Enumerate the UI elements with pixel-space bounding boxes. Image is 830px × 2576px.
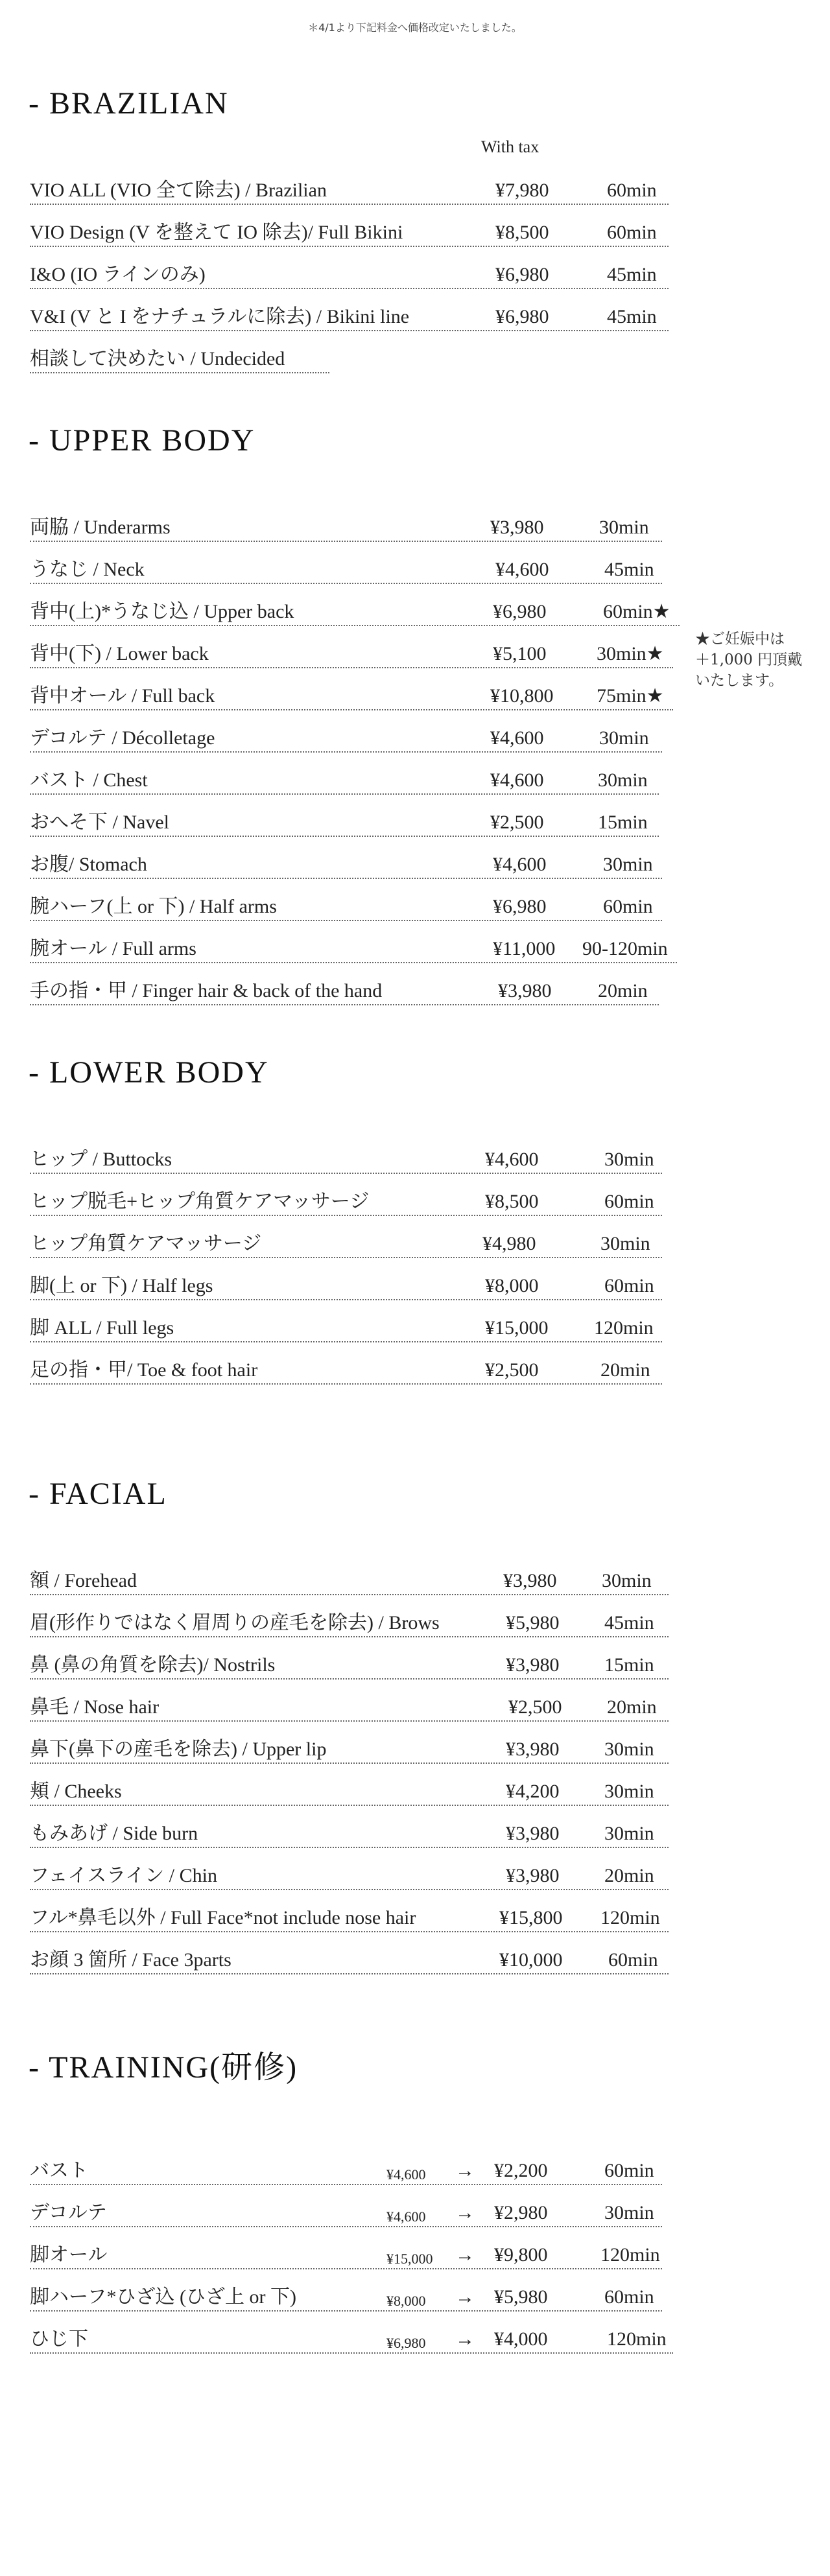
item-time: 60min [604,1191,654,1212]
item-price: ¥6,980 [493,601,547,622]
item-name: ヒップ脱毛+ヒップ角質ケアマッサージ [30,1191,370,1212]
item-name: VIO ALL (VIO 全て除去) / Brazilian [30,180,327,201]
item-time: 30min [604,2202,654,2223]
item-name: V&I (V と I をナチュラルに除去) / Bikini line [30,306,410,327]
item-price: ¥2,500 [485,1359,539,1381]
item-name: 脚ハーフ*ひざ込 (ひざ上 or 下) [30,2286,296,2308]
item-time: 20min [607,1696,657,1718]
item-name: ヒップ / Buttocks [30,1149,172,1170]
arrow-icon: → [455,2202,475,2223]
item-time: 120min [600,2244,660,2266]
section-title-lower-body: - LOWER BODY [29,1055,269,1090]
original-price: ¥15,000 [386,2251,433,2267]
item-time: 20min [604,1865,654,1886]
menu-row [30,1863,669,1890]
menu-row [30,1357,662,1385]
arrow-icon: → [455,2286,475,2308]
menu-row [30,936,677,963]
item-time: 90-120min [582,938,668,959]
menu-row [30,178,669,205]
item-time: 120min [600,1907,660,1928]
item-price: ¥8,500 [495,222,549,243]
with-tax-label: With tax [481,137,540,156]
note-line: ★ご妊娠中は [695,631,785,648]
item-time: 20min [600,1359,650,1381]
item-name: ひじ下 [30,2328,88,2350]
menu-row [30,1231,662,1258]
item-price: ¥4,200 [506,1781,560,1802]
menu-row [30,2242,662,2269]
item-price: ¥11,000 [493,938,556,959]
section-title-training: - TRAINING(研修) [29,2050,298,2085]
menu-row [30,725,662,753]
item-price: ¥2,500 [490,812,544,833]
item-time: 30min [599,517,649,538]
item-name: 眉(形作りではなく眉周りの産毛を除去) / Brows [30,1612,440,1633]
menu-row [30,599,680,626]
arrow-icon: → [455,2244,475,2266]
menu-row [30,1189,662,1216]
menu-row [30,2284,662,2312]
item-time: 60min★ [603,601,670,622]
item-price: ¥8,000 [485,1275,539,1296]
menu-row [30,1273,662,1300]
item-name: 鼻 (鼻の角質を除去)/ Nostrils [30,1654,276,1676]
menu-row [30,810,659,837]
item-time: 45min [604,559,654,580]
menu-row [30,515,662,542]
item-price: ¥5,980 [494,2286,548,2308]
item-price: ¥7,980 [495,180,549,201]
item-name: フル*鼻毛以外 / Full Face*not include nose hair [30,1907,416,1928]
item-price: ¥6,980 [493,896,547,917]
item-time: 30min [604,1739,654,1760]
item-name: 頬 / Cheeks [30,1781,122,1802]
menu-row [30,346,329,373]
item-time: 30min★ [597,643,664,664]
item-time: 45min [604,1612,654,1633]
item-name: 背中(上)*うなじ込 / Upper back [30,601,294,622]
menu-row [30,1147,662,1174]
item-price: ¥4,600 [490,769,544,791]
item-name: もみあげ / Side burn [30,1823,198,1844]
item-time: 30min [604,1781,654,1802]
item-name: ヒップ角質ケアマッサージ [30,1233,262,1254]
original-price: ¥6,980 [386,2335,426,2351]
item-name: 背中(下) / Lower back [30,643,209,664]
item-time: 60min [608,1949,658,1971]
menu-row [30,2326,673,2354]
price-notice: ＊4/1より下記料金へ価格改定いたしました。 [308,21,522,34]
item-price: ¥3,980 [506,1654,560,1676]
item-price: ¥4,980 [482,1233,536,1254]
menu-row [30,1779,669,1806]
menu-row [30,978,659,1005]
menu-row [30,1737,669,1764]
original-price: ¥8,000 [386,2293,426,2309]
menu-row [30,1568,669,1595]
original-price: ¥4,600 [386,2166,426,2183]
item-name: 額 / Forehead [30,1570,137,1591]
item-name: 相談して決めたい / Undecided [30,348,285,369]
item-price: ¥5,100 [493,643,547,664]
item-time: 75min★ [597,685,664,707]
item-time: 30min [604,1823,654,1844]
item-price: ¥9,800 [494,2244,548,2266]
section-title-brazilian: - BRAZILIAN [29,86,229,121]
item-time: 30min [602,1570,652,1591]
item-price: ¥4,600 [485,1149,539,1170]
item-name: 手の指・甲 / Finger hair & back of the hand [30,980,383,1001]
item-name: 腕ハーフ(上 or 下) / Half arms [30,896,277,917]
menu-row [30,1821,669,1848]
item-time: 20min [598,980,648,1001]
item-name: 鼻毛 / Nose hair [30,1696,160,1718]
pregnancy-note [695,629,825,691]
item-time: 30min [599,727,649,749]
item-name: 足の指・甲/ Toe & foot hair [30,1359,258,1381]
item-time: 45min [607,306,657,327]
item-name: お顔 3 箇所 / Face 3parts [30,1949,231,1971]
item-name: 脚(上 or 下) / Half legs [30,1275,213,1296]
item-price: ¥2,200 [494,2160,548,2181]
item-time: 60min [604,2286,654,2308]
item-name: バスト [30,2160,88,2181]
note-line: ＋1,000 円頂戴 [695,651,803,668]
item-price: ¥3,980 [506,1739,560,1760]
menu-row [30,683,673,710]
item-time: 15min [598,812,648,833]
item-name: おへそ下 / Navel [30,812,169,833]
item-price: ¥3,980 [503,1570,557,1591]
item-time: 60min [607,222,657,243]
item-price: ¥6,980 [495,306,549,327]
item-time: 60min [607,180,657,201]
menu-row [30,1947,669,1974]
item-name: 腕オール / Full arms [30,938,196,959]
section-title-upper-body: - UPPER BODY [29,423,255,458]
menu-row [30,1694,669,1722]
item-name: I&O (IO ラインのみ) [30,264,206,285]
item-price: ¥3,980 [506,1823,560,1844]
item-time: 120min [607,2328,667,2350]
item-time: 30min [604,1149,654,1170]
item-name: 脚オール [30,2244,108,2266]
item-name: 両脇 / Underarms [30,517,171,538]
item-time: 45min [607,264,657,285]
arrow-icon: → [455,2160,475,2181]
arrow-icon: → [455,2328,475,2350]
item-name: デコルテ / Décolletage [30,727,215,749]
item-name: 背中オール / Full back [30,685,215,707]
item-price: ¥4,600 [493,854,547,875]
menu-row [30,2200,662,2227]
menu-row [30,1652,669,1680]
menu-row [30,894,662,921]
item-price: ¥4,600 [495,559,549,580]
menu-row [30,852,662,879]
note-line: いたします。 [695,672,784,689]
item-time: 60min [603,896,653,917]
item-time: 15min [604,1654,654,1676]
menu-row [30,2158,662,2185]
menu-row [30,767,659,795]
item-name: 脚 ALL / Full legs [30,1317,174,1339]
item-price: ¥4,000 [494,2328,548,2350]
item-name: フェイスライン / Chin [30,1865,217,1886]
item-time: 60min [604,2160,654,2181]
menu-row [30,641,673,668]
item-price: ¥8,500 [485,1191,539,1212]
section-title-facial: - FACIAL [29,1477,167,1511]
item-name: デコルテ [30,2202,107,2223]
item-time: 60min [604,1275,654,1296]
item-price: ¥15,000 [485,1317,549,1339]
item-price: ¥6,980 [495,264,549,285]
item-price: ¥2,980 [494,2202,548,2223]
item-time: 30min [603,854,653,875]
original-price: ¥4,600 [386,2208,426,2225]
menu-row [30,1905,669,1932]
menu-row [30,1610,669,1637]
item-price: ¥15,800 [499,1907,563,1928]
item-price: ¥3,980 [506,1865,560,1886]
item-price: ¥3,980 [490,517,544,538]
item-name: お腹/ Stomach [30,854,147,875]
menu-row [30,304,669,331]
menu-row [30,220,669,247]
menu-row [30,557,662,584]
item-price: ¥2,500 [508,1696,562,1718]
item-name: 鼻下(鼻下の産毛を除去) / Upper lip [30,1739,327,1760]
item-name: VIO Design (V を整えて IO 除去)/ Full Bikini [30,222,403,243]
menu-row [30,1315,662,1342]
item-time: 120min [594,1317,654,1339]
menu-row [30,262,669,289]
item-price: ¥10,000 [499,1949,563,1971]
item-time: 30min [600,1233,650,1254]
item-name: うなじ / Neck [30,559,145,580]
item-price: ¥5,980 [506,1612,560,1633]
item-price: ¥10,800 [490,685,554,707]
item-price: ¥4,600 [490,727,544,749]
item-name: バスト / Chest [30,769,148,791]
item-time: 30min [598,769,648,791]
item-price: ¥3,980 [498,980,552,1001]
